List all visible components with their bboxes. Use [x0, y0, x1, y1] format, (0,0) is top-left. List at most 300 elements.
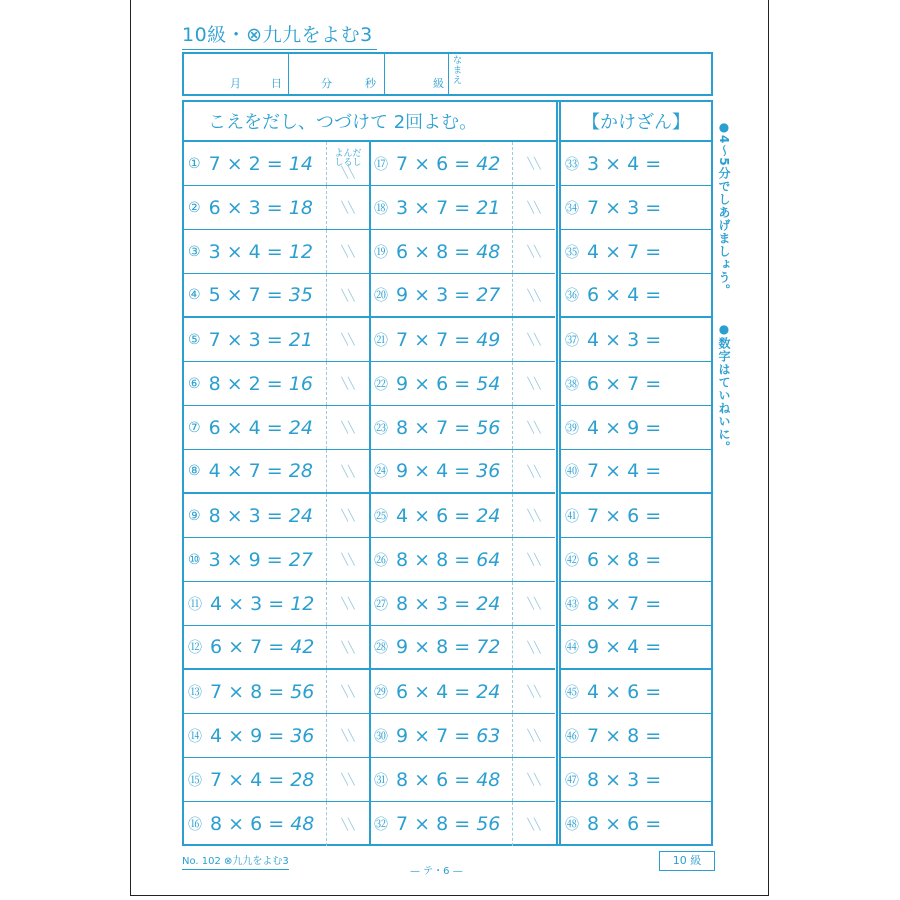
- equation: 4 × 9 =: [210, 724, 285, 747]
- reading-section: [184, 102, 558, 844]
- problem-row: [184, 362, 369, 406]
- problem: [370, 450, 512, 492]
- problem-row: [370, 802, 555, 846]
- equation: 3 × 7 =: [396, 196, 471, 219]
- problem-number: ㊱: [565, 288, 579, 304]
- read-check-box[interactable]: [512, 802, 555, 846]
- read-check-box[interactable]: [512, 582, 555, 625]
- problem-row: [561, 802, 711, 846]
- problem-row: [370, 714, 555, 758]
- problem: [561, 494, 711, 537]
- check-ticks: ╲╲: [527, 377, 541, 390]
- problem-number: ㉚: [374, 728, 388, 745]
- read-check-box[interactable]: [512, 670, 555, 713]
- problem: [561, 142, 711, 185]
- equation: 4 × 6 =: [587, 680, 662, 703]
- problem-number: ㊼: [565, 772, 579, 789]
- problem-number: ⑤: [188, 331, 201, 348]
- equation: 8 × 6 =: [396, 768, 471, 791]
- check-ticks: ╲╲: [527, 421, 541, 434]
- problem-number: ㉓: [374, 420, 388, 437]
- read-check-box[interactable]: [326, 406, 369, 449]
- problem-row: [370, 538, 555, 582]
- equation: 3 × 4 =: [587, 152, 662, 175]
- answer: 54: [476, 372, 501, 395]
- check-label: よんだしるし: [334, 149, 362, 168]
- answer: 28: [290, 768, 315, 791]
- read-check-box[interactable]: [326, 450, 369, 492]
- answer: 48: [476, 240, 501, 263]
- read-check-box[interactable]: [326, 714, 369, 757]
- problem: [184, 714, 326, 757]
- problem-number: ㉒: [374, 376, 388, 393]
- problem-number: ㊳: [565, 376, 579, 393]
- problem-number: ㊷: [565, 552, 579, 569]
- problem-row: [184, 142, 369, 186]
- read-check-box[interactable]: [326, 274, 369, 316]
- read-check-box[interactable]: [512, 274, 555, 316]
- problem: [184, 142, 326, 185]
- read-check-box[interactable]: [512, 626, 555, 668]
- problem-row: [561, 714, 711, 758]
- answer: 63: [476, 724, 501, 747]
- problem-row: [561, 362, 711, 406]
- equation: 7 × 6 =: [396, 152, 471, 175]
- problem: [184, 626, 326, 668]
- problem-row: [370, 582, 555, 626]
- problem-row: [370, 670, 555, 714]
- problem: [561, 758, 711, 801]
- read-check-box[interactable]: [326, 538, 369, 581]
- month-label: 月: [230, 77, 241, 90]
- read-check-box[interactable]: [326, 494, 369, 537]
- answer: 12: [288, 240, 313, 263]
- problem: [370, 186, 512, 229]
- check-ticks: ╲╲: [527, 597, 541, 610]
- problem-number: ㊽: [565, 817, 579, 833]
- problem-number: ⑪: [188, 596, 202, 613]
- problem-row: [184, 714, 369, 758]
- problem: [370, 494, 512, 537]
- problem-number: ⑧: [188, 463, 201, 479]
- problem-row: [561, 450, 711, 494]
- problem-number: ㉕: [374, 508, 388, 525]
- problem: [370, 538, 512, 581]
- problem: [561, 450, 711, 492]
- problem-number: ②: [188, 199, 201, 216]
- problem-number: ④: [188, 287, 201, 303]
- equation: 7 × 4 =: [587, 460, 662, 482]
- right-column: [561, 142, 711, 846]
- problem: [184, 318, 326, 361]
- grade-box: 10 級: [659, 851, 715, 871]
- seconds-label: 秒: [365, 77, 376, 90]
- problem-row: [184, 670, 369, 714]
- read-check-box[interactable]: [512, 230, 555, 273]
- equation: 8 × 3 =: [396, 592, 471, 615]
- worksheet-title: 10級・⊗九九をよむ3: [182, 20, 377, 50]
- problem-row: [561, 274, 711, 318]
- problem-row: [370, 230, 555, 274]
- equation: 9 × 7 =: [396, 724, 471, 747]
- problem-row: [370, 450, 555, 494]
- problem-number: ⑥: [188, 375, 201, 392]
- equation: 3 × 9 =: [208, 548, 283, 571]
- answer: 48: [476, 768, 501, 791]
- problem: [561, 406, 711, 449]
- equation: 8 × 3 =: [587, 768, 662, 791]
- problem-number: ㉔: [374, 464, 388, 480]
- check-ticks: ╲╲: [527, 773, 541, 786]
- equation: 6 × 3 =: [208, 196, 283, 219]
- problem-number: ⑭: [188, 728, 202, 745]
- problem-number: ㊻: [565, 728, 579, 745]
- name-field[interactable]: [449, 54, 711, 94]
- check-ticks: ╲╲: [341, 553, 355, 566]
- check-ticks: ╲╲: [527, 509, 541, 522]
- problem-number: ⑨: [188, 507, 201, 524]
- problem-number: ㉗: [374, 596, 388, 613]
- problem-number: ⑯: [188, 817, 202, 833]
- problem: [370, 582, 512, 625]
- equation: 9 × 4 =: [587, 636, 662, 658]
- read-check-box[interactable]: [326, 230, 369, 273]
- check-ticks: ╲╲: [527, 157, 541, 170]
- problem: [370, 274, 512, 316]
- answer: 56: [476, 416, 501, 439]
- equation: 9 × 4 =: [396, 460, 471, 482]
- problem-row: [561, 538, 711, 582]
- check-ticks: ╲╲: [527, 333, 541, 346]
- problem-row: [370, 274, 555, 318]
- problem-row: [561, 670, 711, 714]
- read-check-box[interactable]: [512, 714, 555, 757]
- problem-number: ㉛: [374, 772, 388, 789]
- check-ticks: ╲╲: [341, 773, 355, 786]
- problem-number: ⑫: [188, 640, 202, 656]
- answer: 35: [288, 284, 313, 306]
- equation: 6 × 8 =: [587, 548, 662, 571]
- answer: 24: [476, 680, 501, 703]
- problem-row: [561, 230, 711, 274]
- answer: 12: [290, 592, 315, 615]
- equation: 7 × 4 =: [210, 768, 285, 791]
- answer: 14: [288, 152, 313, 175]
- problem-row: [184, 230, 369, 274]
- problem-number: ③: [188, 243, 201, 260]
- equation: 7 × 3 =: [208, 328, 283, 351]
- equation: 6 × 7 =: [210, 636, 285, 658]
- grade-field[interactable]: [385, 54, 449, 94]
- check-ticks: ╲╲: [341, 377, 355, 390]
- check-ticks: ╲╲: [527, 464, 541, 478]
- problem: [561, 230, 711, 273]
- problem-row: [370, 758, 555, 802]
- problem-number: ㊲: [565, 332, 579, 349]
- problem-number: ㉞: [565, 200, 579, 217]
- problem: [561, 714, 711, 757]
- problem-number: ⑳: [374, 288, 388, 304]
- problem: [184, 802, 326, 846]
- problem: [184, 450, 326, 492]
- problem-number: ㉑: [374, 332, 388, 349]
- problem: [561, 274, 711, 316]
- read-check-box[interactable]: [512, 186, 555, 229]
- problem: [561, 318, 711, 361]
- problem: [184, 186, 326, 229]
- problem-row: [370, 494, 555, 538]
- problem-number: ㉙: [374, 684, 388, 701]
- problem-number: ㊵: [565, 464, 579, 480]
- answer: 72: [476, 636, 501, 658]
- problem: [370, 406, 512, 449]
- check-ticks: ╲╲: [341, 640, 355, 654]
- problem: [561, 538, 711, 581]
- equation: 6 × 4 =: [396, 680, 471, 703]
- problem-row: [184, 450, 369, 494]
- problem: [370, 230, 512, 273]
- check-ticks: ╲╲: [527, 553, 541, 566]
- equation: 8 × 6 =: [210, 813, 285, 835]
- problem: [184, 494, 326, 537]
- answer: 18: [288, 196, 313, 219]
- read-check-box[interactable]: [512, 142, 555, 185]
- problem-row: [370, 318, 555, 362]
- instruction: こえをだし、つづけて 2回よむ。: [184, 102, 556, 142]
- check-ticks: ╲╲: [341, 509, 355, 522]
- problem: [561, 626, 711, 668]
- problem-row: [561, 494, 711, 538]
- problem-row: [184, 582, 369, 626]
- answer: 21: [476, 196, 501, 219]
- answer: 64: [476, 548, 501, 571]
- read-check-box[interactable]: [326, 318, 369, 361]
- exercise-table: [182, 100, 713, 846]
- equation: 4 × 7 =: [208, 460, 283, 482]
- problem-row: [370, 362, 555, 406]
- problem-row: [184, 318, 369, 362]
- read-check-box[interactable]: [326, 186, 369, 229]
- problem: [184, 758, 326, 801]
- page-number: — テ・6 —: [410, 866, 463, 877]
- read-check-box[interactable]: [326, 670, 369, 713]
- equation: 7 × 3 =: [587, 196, 662, 219]
- check-ticks: ╲╲: [527, 288, 541, 302]
- problem-number: ㊹: [565, 640, 579, 656]
- problem-number: ㊸: [565, 596, 579, 613]
- problem-row: [561, 626, 711, 670]
- equation: 9 × 3 =: [396, 284, 471, 306]
- problem-row: [370, 406, 555, 450]
- answer: 56: [476, 813, 501, 835]
- problem-row: [561, 318, 711, 362]
- equation: 4 × 6 =: [396, 504, 471, 527]
- equation: 8 × 2 =: [208, 372, 283, 395]
- problem: [184, 538, 326, 581]
- check-ticks: ╲╲: [341, 333, 355, 346]
- problem: [184, 670, 326, 713]
- check-ticks: ╲╲: [341, 245, 355, 258]
- problem-row: [561, 406, 711, 450]
- problem-row: [184, 406, 369, 450]
- read-check-box[interactable]: [512, 362, 555, 405]
- problem: [370, 362, 512, 405]
- equation: 7 × 8 =: [396, 813, 471, 835]
- read-check-box[interactable]: [512, 758, 555, 801]
- check-ticks: ╲╲: [341, 729, 355, 742]
- equation: 4 × 9 =: [587, 416, 662, 439]
- read-check-box[interactable]: [512, 406, 555, 449]
- answer: 49: [476, 328, 501, 351]
- problem-number: ㊶: [565, 508, 579, 525]
- equation: 8 × 8 =: [396, 548, 471, 571]
- problem-number: ㉟: [565, 244, 579, 261]
- answer: 24: [288, 416, 313, 439]
- read-check-box[interactable]: [512, 318, 555, 361]
- equation: 7 × 8 =: [210, 680, 285, 703]
- answer: 42: [290, 636, 315, 658]
- problem-number: ⑮: [188, 772, 202, 789]
- practice-section: [559, 102, 711, 844]
- problem: [561, 362, 711, 405]
- check-ticks: ╲╲: [527, 201, 541, 214]
- read-check-box[interactable]: [326, 802, 369, 846]
- check-ticks: ╲╲: [341, 421, 355, 434]
- problem-number: ㉖: [374, 552, 388, 569]
- problem: [184, 274, 326, 316]
- problem-number: ㉝: [565, 156, 579, 173]
- equation: 8 × 7 =: [396, 416, 471, 439]
- date-field[interactable]: [184, 54, 289, 94]
- problem: [561, 582, 711, 625]
- problem: [184, 230, 326, 273]
- equation: 8 × 3 =: [208, 504, 283, 527]
- equation: 7 × 7 =: [396, 328, 471, 351]
- read-check-box[interactable]: [512, 538, 555, 581]
- answer: 42: [476, 152, 501, 175]
- problem-row: [184, 626, 369, 670]
- check-ticks: ╲╲: [527, 640, 541, 654]
- answer: 24: [288, 504, 313, 527]
- problem-number: ⑦: [188, 419, 201, 436]
- check-ticks: ╲╲: [341, 817, 355, 831]
- problem: [370, 318, 512, 361]
- read-check-box[interactable]: [326, 142, 369, 185]
- problem-row: [184, 186, 369, 230]
- equation: 8 × 7 =: [587, 592, 662, 615]
- equation: 7 × 2 =: [208, 152, 283, 175]
- answer: 56: [290, 680, 315, 703]
- equation: 6 × 8 =: [396, 240, 471, 263]
- read-check-box[interactable]: [326, 626, 369, 668]
- footer-title: No. 102 ⊗九九をよむ3: [182, 852, 289, 870]
- read-check-box[interactable]: [326, 582, 369, 625]
- problem-number: ㉘: [374, 640, 388, 656]
- problem: [370, 142, 512, 185]
- day-label: 日: [271, 77, 282, 90]
- check-ticks: ╲╲: [527, 685, 541, 698]
- answer: 21: [288, 328, 313, 351]
- equation: 6 × 4 =: [208, 416, 283, 439]
- answer: 27: [476, 284, 501, 306]
- check-ticks: ╲╲: [341, 685, 355, 698]
- problem-row: [184, 274, 369, 318]
- equation: 6 × 7 =: [587, 372, 662, 395]
- problem-number: ①: [188, 155, 201, 172]
- equation: 5 × 7 =: [208, 284, 283, 306]
- equation: 6 × 4 =: [587, 284, 662, 306]
- answer: 36: [476, 460, 501, 482]
- check-ticks: ╲╲: [527, 817, 541, 831]
- problem-row: [370, 626, 555, 670]
- problem-number: ⑰: [374, 156, 388, 173]
- check-ticks: ╲╲: [527, 729, 541, 742]
- problem-number: ⑬: [188, 684, 202, 701]
- check-ticks: ╲╲: [341, 597, 355, 610]
- answer: 48: [290, 813, 315, 835]
- problem: [561, 186, 711, 229]
- problem-number: ㊺: [565, 684, 579, 701]
- read-check-box[interactable]: [512, 494, 555, 537]
- check-ticks: ╲╲: [341, 288, 355, 302]
- answer: 24: [476, 592, 501, 615]
- grade-label: 級: [433, 77, 444, 90]
- equation: 4 × 3 =: [210, 592, 285, 615]
- problem-row: [184, 802, 369, 846]
- equation: 7 × 6 =: [587, 504, 662, 527]
- problem-row: [184, 494, 369, 538]
- problem-number: ㉜: [374, 817, 388, 833]
- problem-row: [561, 142, 711, 186]
- equation: 3 × 4 =: [208, 240, 283, 263]
- problem-row: [561, 758, 711, 802]
- problem-row: [370, 142, 555, 186]
- equation: 7 × 8 =: [587, 724, 662, 747]
- check-ticks: ╲╲: [341, 201, 355, 214]
- equation: 9 × 8 =: [396, 636, 471, 658]
- name-label: なまえ: [453, 56, 463, 86]
- problem: [370, 626, 512, 668]
- problem-row: [184, 758, 369, 802]
- equation: 8 × 6 =: [587, 813, 662, 835]
- answer: 28: [288, 460, 313, 482]
- equation: 4 × 3 =: [587, 328, 662, 351]
- check-ticks: ╲╲: [341, 464, 355, 478]
- equation: 9 × 6 =: [396, 372, 471, 395]
- problem-number: ㊴: [565, 420, 579, 437]
- problem: [561, 802, 711, 846]
- read-check-box[interactable]: [512, 450, 555, 492]
- time-field[interactable]: [289, 54, 385, 94]
- answer: 36: [290, 724, 315, 747]
- check-ticks: ╲╲: [341, 166, 355, 179]
- problem-row: [370, 186, 555, 230]
- read-check-box[interactable]: [326, 362, 369, 405]
- problem-row: [561, 186, 711, 230]
- answer: 16: [288, 372, 313, 395]
- middle-column: [370, 142, 555, 844]
- problem-number: ⑱: [374, 200, 388, 217]
- right-heading: 【かけざん】: [561, 102, 711, 142]
- problem: [561, 670, 711, 713]
- side-note-time: ●4～5分でしあげましょう。: [717, 120, 731, 297]
- info-header: [182, 52, 713, 96]
- side-note-neat: ●数字はていねいに。: [717, 322, 731, 454]
- problem: [370, 758, 512, 801]
- minutes-label: 分: [321, 77, 332, 90]
- problem: [370, 714, 512, 757]
- read-check-box[interactable]: [326, 758, 369, 801]
